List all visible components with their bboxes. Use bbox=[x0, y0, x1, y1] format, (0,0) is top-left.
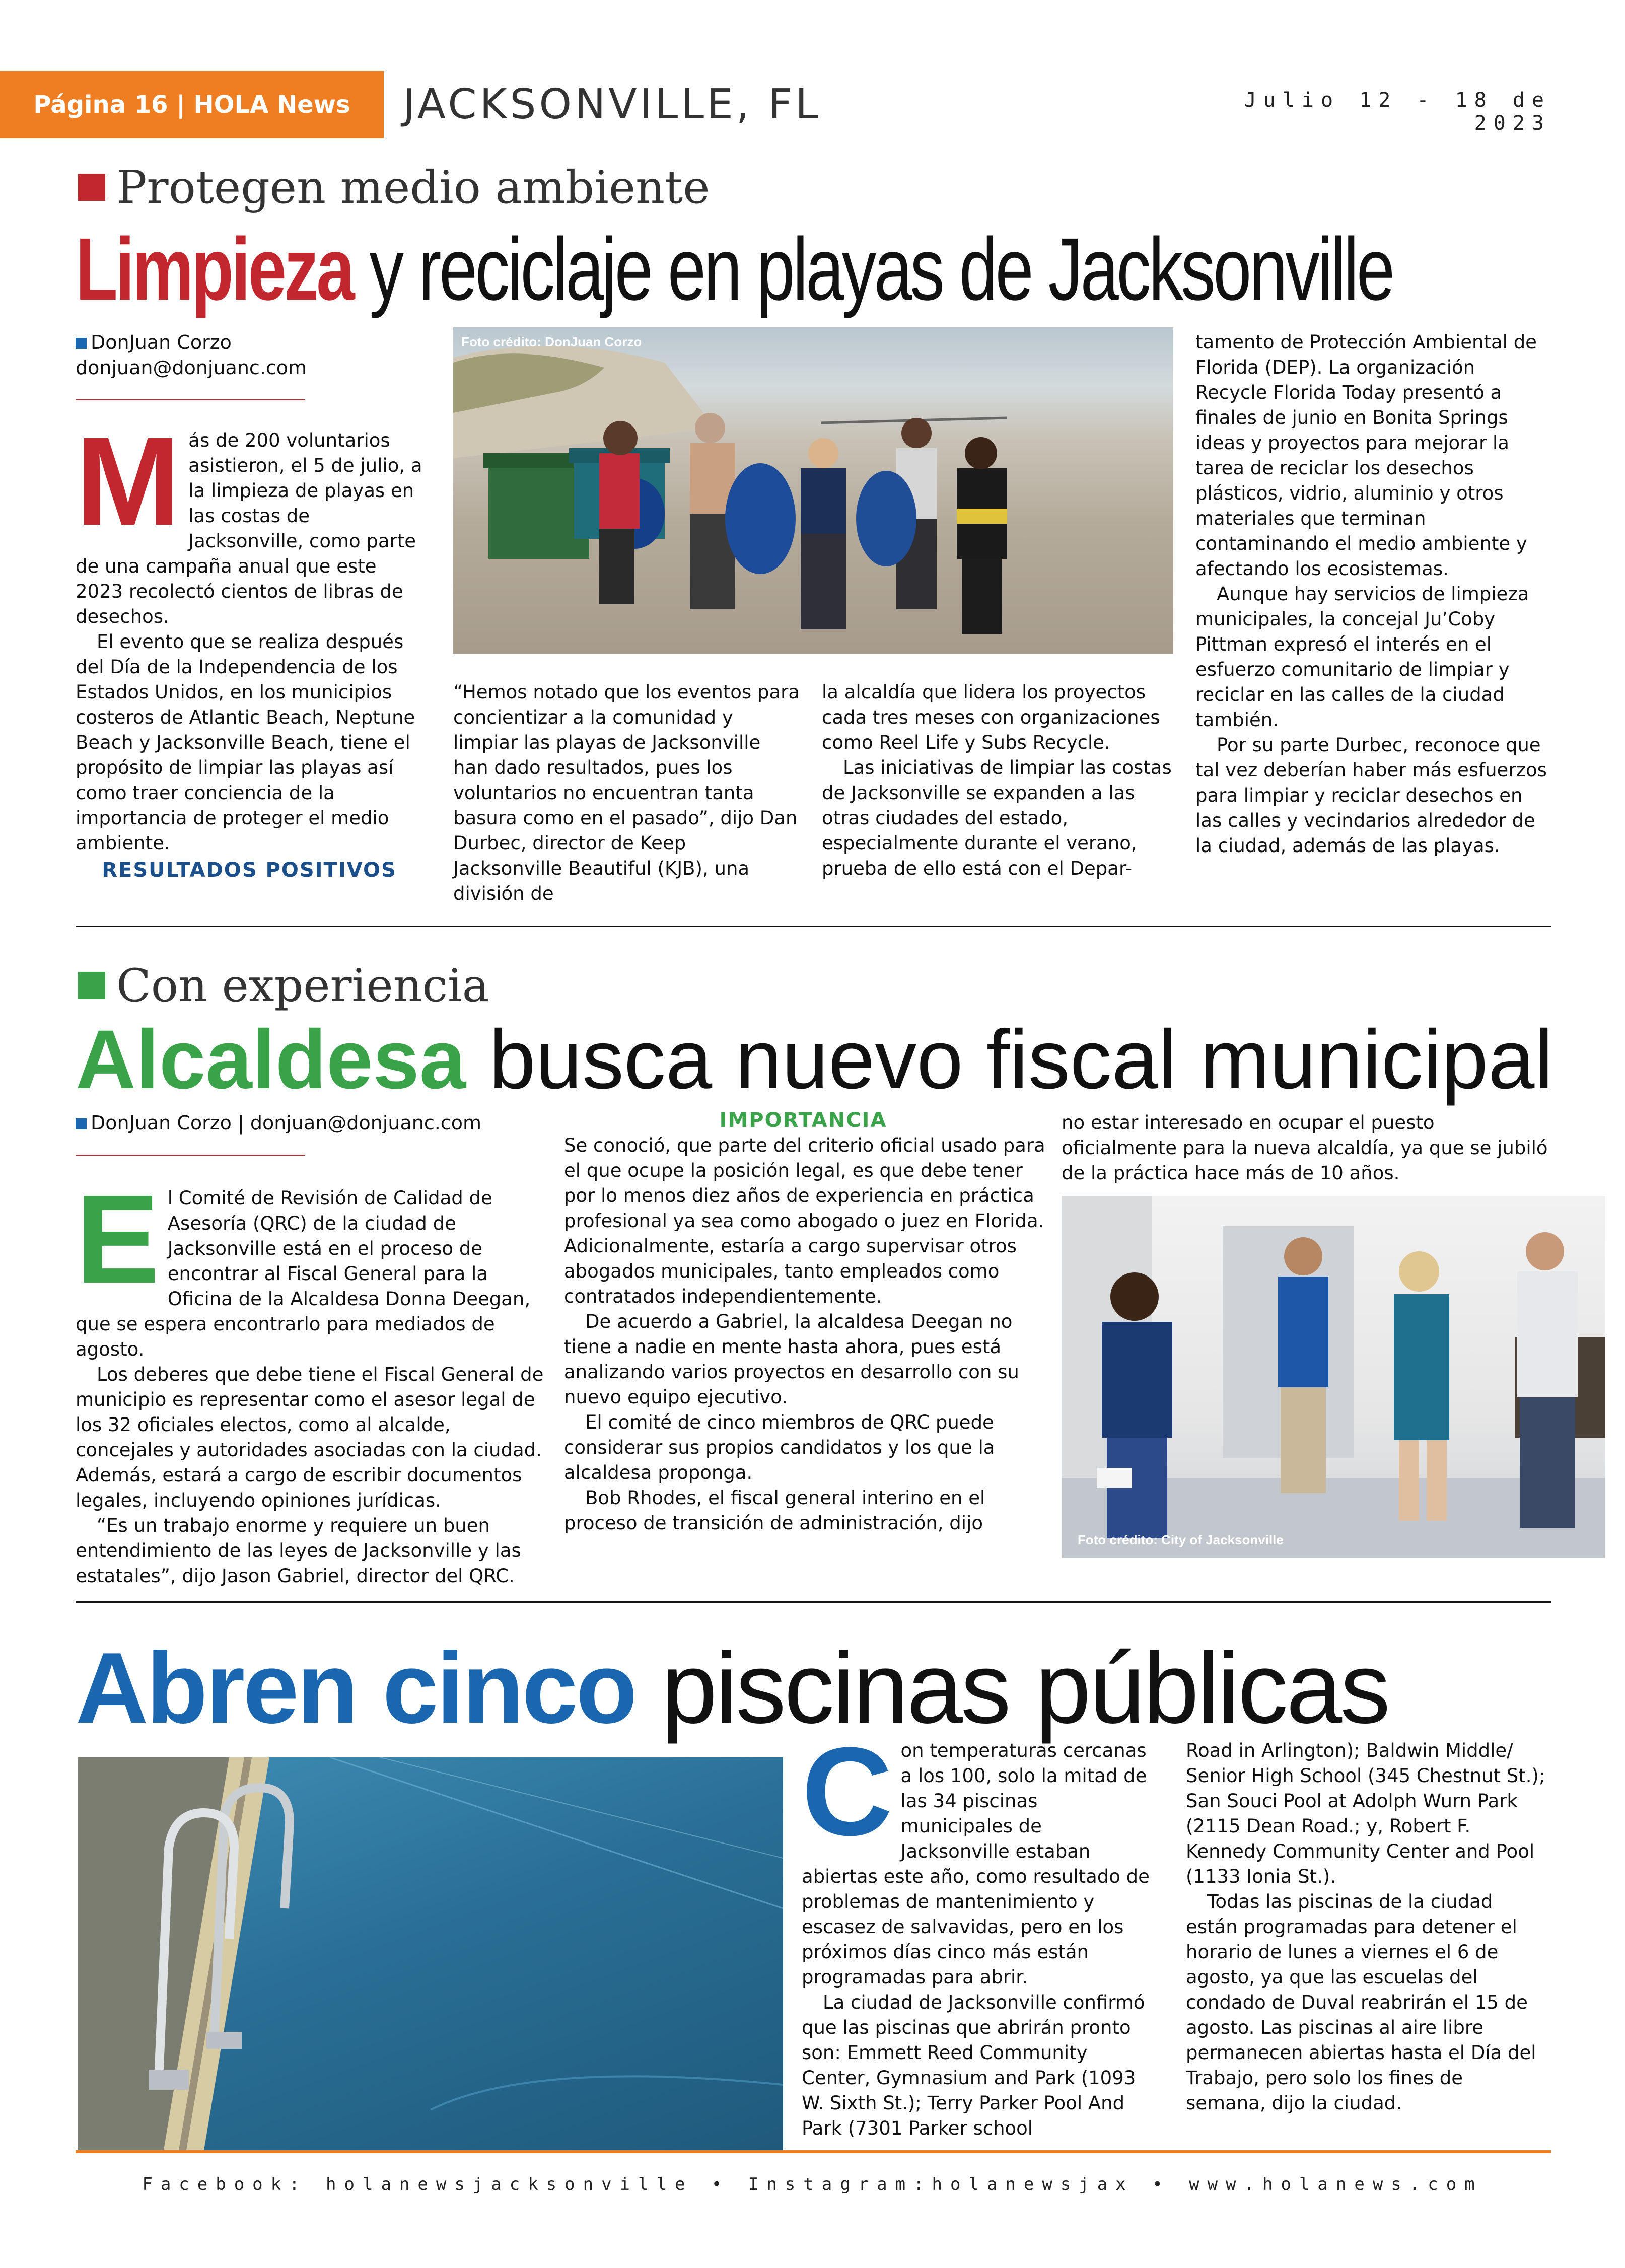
article1-kicker bbox=[78, 161, 710, 214]
article2-lead-paragraph: l Comité de Revisión de Calidad de Asesoría (QRC) de la ciudad de Jacksonville está en el proceso de encontrar al Fiscal General para la Oficina de la Alcaldesa Donna Deegan, que se espera encontrarlo para mediados de agosto. bbox=[76, 1187, 531, 1360]
article3-column-1 bbox=[802, 1721, 1154, 2141]
article2-subhead: IMPORTANCIA bbox=[719, 1109, 887, 1132]
article2-column-2 bbox=[564, 1133, 1047, 1536]
byline-square-icon bbox=[76, 1118, 87, 1129]
article1-email: donjuan@donjuanc.com bbox=[76, 357, 307, 379]
article3-paragraph: Road in Arlington); Baldwin Middle/ Senior High School (345 Chestnut St.); San Souci Pool at Adolph Wurn Park (2115 Dean Road.; y, Robert F. Kennedy Community Center and Pool (1133 Ionia St.). bbox=[1186, 1740, 1545, 1887]
article2-headline-highlight: Alcaldesa bbox=[76, 1013, 466, 1106]
footer-rule bbox=[76, 2150, 1551, 2153]
byline-square-icon bbox=[76, 338, 87, 349]
article2-byline-text: DonJuan Corzo | donjuan@donjuanc.com bbox=[91, 1112, 481, 1134]
article1-headline bbox=[76, 222, 1392, 317]
byline-divider bbox=[76, 1155, 305, 1156]
article1-column-2 bbox=[453, 680, 801, 906]
city-label: JACKSONVILLE, FL bbox=[403, 81, 821, 128]
article2-paragraph: “Es un trabajo enorme y requiere un buen entendimiento de las leyes de Jacksonville y las estatales”, dijo Jason Gabriel, director del QRC. bbox=[76, 1515, 521, 1587]
article2-kicker-text: Con experiencia bbox=[116, 959, 489, 1012]
office-visit-illustration bbox=[1062, 1196, 1605, 1558]
article2-kicker bbox=[78, 959, 489, 1012]
article2-headline-rest: busca nuevo fiscal municipal bbox=[489, 1013, 1553, 1106]
page-label: Página 16 | HOLA News bbox=[0, 71, 384, 138]
article3-headline-highlight: Abren cinco bbox=[76, 1632, 635, 1744]
article2-paragraph: Los deberes que debe tiene el Fiscal General de municipio es representar como el asesor legal de los 32 oficiales electos, como al alcalde, concejales y autoridades asociadas con la ciudad. Además, estará a cargo de escribir documentos legales, incluyendo opiniones jurídicas. bbox=[76, 1364, 544, 1511]
article1-column-4 bbox=[1195, 330, 1548, 859]
article1-column-1 bbox=[76, 411, 423, 856]
article1-paragraph: tamento de Protección Ambiental de Florida (DEP). La organización Recycle Florida Today presentó a finales de junio en Bonita Springs ideas y proyectos para mejorar la tarea de reciclar los desechos plásticos, vidrio, aluminio y otros materiales que terminan contaminando el medio ambiente y afectando los ecosistemas. bbox=[1195, 331, 1537, 580]
beach-cleanup-photo bbox=[453, 327, 1173, 654]
article3-lead-paragraph: on temperaturas cercanas a los 100, solo la mitad de las 34 piscinas municipales de Jacksonville estaban abiertas este año, como resultado de problemas de mantenimiento y escasez de salvavidas, pero en los próximos días cinco más están programadas para abrir. bbox=[802, 1740, 1150, 1988]
article1-paragraph: Aunque hay servicios de limpieza municipales, la concejal Ju’Coby Pittman expresó el interés en el esfuerzo comunitario de limpiar y reciclar en las calles de la ciudad también. bbox=[1195, 583, 1529, 731]
article1-paragraph: Las iniciativas de limpiar las costas de Jacksonville se expanden a las otras ciudades del estado, especialmente durante el verano, prueba de ello está con el Depar- bbox=[822, 757, 1172, 879]
issue-date: Julio 12 - 18 de 2023 bbox=[1244, 89, 1551, 135]
article1-paragraph: Por su parte Durbec, reconoce que tal vez deberían haber más esfuerzos para limpiar y reciclar desechos en las calles y vecindarios alrededor de la ciudad, además de las playas. bbox=[1195, 734, 1547, 857]
article2-photo-credit: Foto crédito: City of Jacksonville bbox=[1078, 1532, 1284, 1547]
article1-headline-highlight: Limpieza bbox=[76, 220, 352, 319]
article1-paragraph: El evento que se realiza después del Día de la Independencia de los Estados Unidos, en los municipios costeros de Atlantic Beach, Neptune Beach y Jacksonville Beach, tiene el propósito de limpiar las playas así como traer conciencia de la importancia de proteger el medio ambiente. bbox=[76, 631, 415, 854]
article1-drop-cap: M bbox=[76, 411, 181, 551]
footer-social-links: Facebook: holanewsjacksonville • Instagram:holanewsjax • www.holanews.com bbox=[142, 2174, 1483, 2194]
article2-paragraph: De acuerdo a Gabriel, la alcaldesa Deegan no tiene a nadie en mente hasta ahora, pues está analizando varios proyectos en desarrollo con su nuevo equipo ejecutivo. bbox=[564, 1311, 1019, 1408]
article2-column-1 bbox=[76, 1169, 544, 1589]
article2-paragraph: Se conoció, que parte del criterio oficial usado para el que ocupe la posición legal, es que debe tener por lo menos diez años de experiencia en práctica profesional ya sea como abogado o juez en Florida. Adicionalmente, estaría a cargo supervisar otros abogados municipales, tanto empleados como contratados independientemente. bbox=[564, 1135, 1045, 1307]
byline-divider bbox=[76, 399, 305, 400]
kicker-square-icon bbox=[78, 174, 105, 201]
article2-paragraph: El comité de cinco miembros de QRC puede considerar sus propios candidatos y los que la alcaldesa proponga. bbox=[564, 1411, 995, 1483]
article1-photo-credit: Foto crédito: DonJuan Corzo bbox=[461, 334, 642, 349]
beach-cleanup-illustration bbox=[453, 327, 1173, 654]
article2-byline bbox=[76, 1110, 529, 1136]
article2-paragraph: Bob Rhodes, el fiscal general interino en el proceso de transición de administración, dijo bbox=[564, 1487, 985, 1534]
section-divider bbox=[76, 926, 1551, 927]
article1-paragraph: la alcaldía que lidera los proyectos cada tres meses con organizaciones como Reel Life y Subs Recycle. bbox=[822, 681, 1160, 753]
kicker-square-icon bbox=[78, 972, 105, 999]
mayor-visit-photo bbox=[1062, 1196, 1605, 1558]
article3-paragraph: La ciudad de Jacksonville confirmó que las piscinas que abrirán pronto son: Emmett Reed Community Center, Gymnasium and Park (1093 W. Sixth St.); Terry Parker Pool And Park (7301 Parker school bbox=[802, 1992, 1145, 2139]
article1-column-3 bbox=[822, 680, 1174, 881]
article2-headline bbox=[76, 1015, 1553, 1105]
article1-byline bbox=[76, 330, 312, 380]
article3-paragraph: Todas las piscinas de la ciudad están programadas para detener el horario de lunes a viernes el 6 de agosto, ya que las escuelas del condado de Duval reabrirán el 15 de agosto. Las piscinas al aire libre permanecen abiertas hasta el Día del Trabajo, pero solo los fines de semana, dijo la ciudad. bbox=[1186, 1891, 1536, 2114]
article3-headline bbox=[76, 1634, 1388, 1742]
article1-paragraph: “Hemos notado que los eventos para concientizar a la comunidad y limpiar las playas de Jacksonville han dado resultados, pues los voluntarios no encuentran tanta basura como en el pasado”, dijo Dan Durbec, director de Keep Jacksonville Beautiful (KJB), una división de bbox=[453, 681, 800, 904]
article3-drop-cap: C bbox=[802, 1721, 893, 1862]
article3-headline-rest: piscinas públicas bbox=[661, 1632, 1389, 1744]
article1-kicker-text: Protegen medio ambiente bbox=[116, 161, 710, 214]
article2-drop-cap: E bbox=[76, 1169, 160, 1309]
section-divider bbox=[76, 1601, 1551, 1603]
article2-paragraph: no estar interesado en ocupar el puesto oficialmente para la nueva alcaldía, ya que se jubiló de la práctica hace más de 10 años. bbox=[1062, 1112, 1548, 1184]
pool-ladder-illustration bbox=[78, 1757, 783, 2150]
article1-author: DonJuan Corzo bbox=[91, 331, 232, 353]
swimming-pool-photo bbox=[78, 1757, 783, 2150]
article1-subhead: RESULTADOS POSITIVOS bbox=[102, 859, 397, 882]
article1-lead-paragraph: ás de 200 voluntarios asistieron, el 5 de julio, a la limpieza de playas en las costas de Jacksonville, como parte de una campaña anual que este 2023 recolectó cientos de libras de desechos. bbox=[76, 430, 422, 627]
article3-column-2 bbox=[1186, 1738, 1548, 2116]
article1-headline-rest: y reciclaje en playas de Jacksonville bbox=[369, 220, 1393, 319]
article2-column-3 bbox=[1062, 1110, 1555, 1186]
